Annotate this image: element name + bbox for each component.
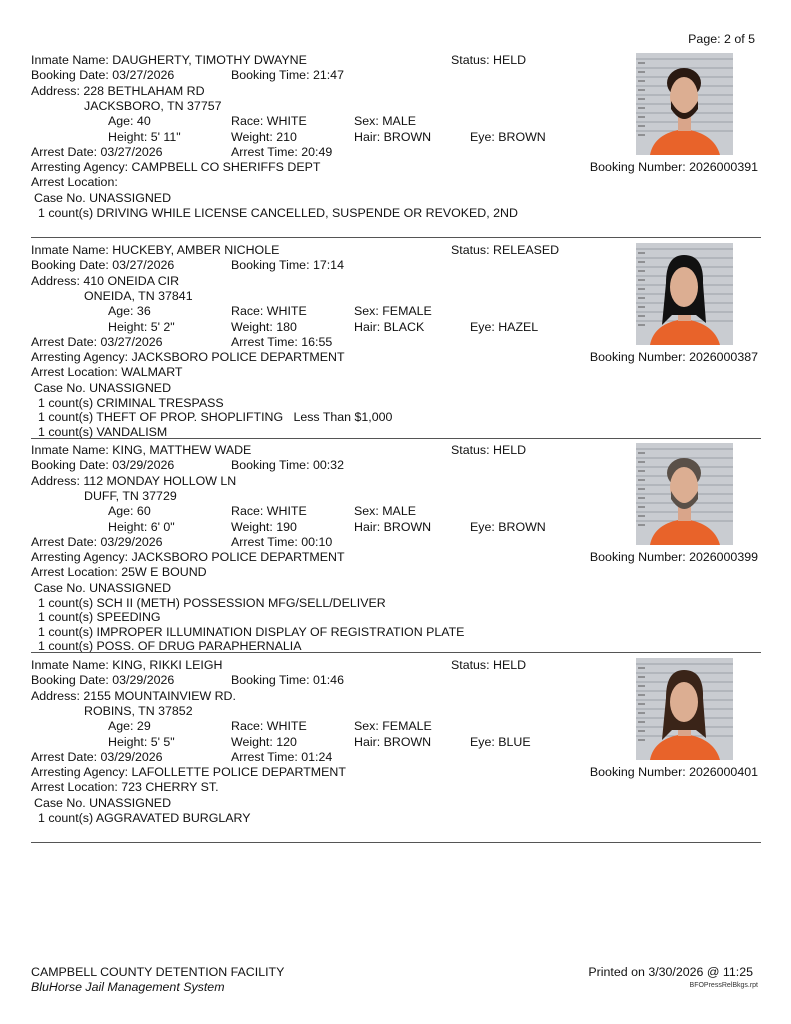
city-state-zip: ROBINS, TN 37852 [84, 703, 193, 718]
weight: Weight: 120 [231, 734, 297, 749]
case-number: Case No. UNASSIGNED [34, 190, 172, 205]
sex: Sex: FEMALE [354, 304, 432, 319]
address: Address: 112 MONDAY HOLLOW LN [31, 473, 237, 488]
arrest-location: Arrest Location: WALMART [31, 365, 183, 380]
booking-number: Booking Number: 2026000391 [589, 160, 758, 175]
case-number: Case No. UNASSIGNED [34, 795, 172, 810]
address: Address: 2155 MOUNTAINVIEW RD. [31, 688, 236, 703]
facility-name: CAMPBELL COUNTY DETENTION FACILITY [31, 965, 285, 979]
booking-time: Booking Time: 21:47 [231, 68, 344, 83]
page-number: Page: 2 of 5 [688, 32, 755, 46]
record-divider [31, 842, 761, 843]
height: Height: 5' 5" [108, 734, 175, 749]
inmate-name: Inmate Name: KING, RIKKI LEIGH [31, 658, 223, 672]
booking-time: Booking Time: 17:14 [231, 258, 344, 273]
weight: Weight: 190 [231, 519, 297, 534]
booking-number: Booking Number: 2026000401 [589, 765, 758, 780]
city-state-zip: ONEIDA, TN 37841 [84, 288, 193, 303]
city-state-zip: DUFF, TN 37729 [84, 488, 177, 503]
charge-line: 1 count(s) SPEEDING [38, 610, 161, 625]
status: Status: HELD [451, 443, 527, 457]
booking-number: Booking Number: 2026000399 [589, 550, 758, 565]
arrest-date: Arrest Date: 03/27/2026 [31, 334, 163, 349]
race: Race: WHITE [231, 114, 307, 129]
arresting-agency: Arresting Agency: JACKSBORO POLICE DEPARTMENT [31, 350, 345, 365]
status: Status: HELD [451, 658, 527, 672]
record-divider [31, 237, 761, 238]
booking-date: Booking Date: 03/29/2026 [31, 458, 175, 473]
charge-line: 1 count(s) IMPROPER ILLUMINATION DISPLAY OF REGISTRATION PLATE [38, 624, 465, 639]
arrest-date: Arrest Date: 03/29/2026 [31, 534, 163, 549]
eye: Eye: BLUE [470, 734, 531, 749]
race: Race: WHITE [231, 719, 307, 734]
status: Status: HELD [451, 53, 527, 67]
arrest-date: Arrest Date: 03/27/2026 [31, 144, 163, 159]
age: Age: 36 [108, 304, 151, 319]
report-filename: BFOPressRelBkgs.rpt [689, 982, 758, 989]
mugshot-photo [636, 443, 733, 545]
arrest-location: Arrest Location: 25W E BOUND [31, 565, 207, 580]
sex: Sex: MALE [354, 114, 416, 129]
charge-line: 1 count(s) SCH II (METH) POSSESSION MFG/SELL/DELIVER [38, 596, 386, 610]
mugshot-photo [636, 658, 733, 760]
arrest-time: Arrest Time: 00:10 [231, 534, 333, 549]
arrest-location: Arrest Location: 723 CHERRY ST. [31, 780, 219, 795]
record-divider [31, 652, 761, 653]
mugshot-photo [636, 243, 733, 345]
booking-time: Booking Time: 00:32 [231, 458, 344, 473]
arresting-agency: Arresting Agency: LAFOLLETTE POLICE DEPARTMENT [31, 765, 346, 780]
hair: Hair: BLACK [354, 319, 425, 334]
inmate-name: Inmate Name: DAUGHERTY, TIMOTHY DWAYNE [31, 53, 307, 67]
hair: Hair: BROWN [354, 519, 432, 534]
status: Status: RELEASED [451, 243, 560, 257]
weight: Weight: 210 [231, 129, 297, 144]
inmate-name: Inmate Name: KING, MATTHEW WADE [31, 443, 252, 457]
charge-line: 1 count(s) CRIMINAL TRESPASS [38, 396, 224, 410]
hair: Hair: BROWN [354, 734, 432, 749]
arrest-date: Arrest Date: 03/29/2026 [31, 749, 163, 764]
booking-number: Booking Number: 2026000387 [589, 350, 758, 365]
charge-line: 1 count(s) VANDALISM [38, 424, 168, 439]
race: Race: WHITE [231, 504, 307, 519]
charge-line: 1 count(s) DRIVING WHILE LICENSE CANCELLED, SUSPENDE OR REVOKED, 2ND [38, 206, 518, 220]
inmate-name: Inmate Name: HUCKEBY, AMBER NICHOLE [31, 243, 280, 257]
age: Age: 60 [108, 504, 151, 519]
booking-date: Booking Date: 03/27/2026 [31, 258, 175, 273]
system-name: BluHorse Jail Management System [31, 980, 225, 994]
booking-date: Booking Date: 03/27/2026 [31, 68, 175, 83]
record-divider [31, 438, 761, 439]
case-number: Case No. UNASSIGNED [34, 380, 172, 395]
weight: Weight: 180 [231, 319, 297, 334]
height: Height: 6' 0" [108, 519, 175, 534]
height: Height: 5' 2" [108, 319, 175, 334]
charge-line: 1 count(s) THEFT OF PROP. SHOPLIFTING Less Than $1,000 [38, 410, 393, 425]
charge-line: 1 count(s) AGGRAVATED BURGLARY [38, 811, 251, 825]
arresting-agency: Arresting Agency: CAMPBELL CO SHERIFFS DEPT [31, 160, 321, 175]
eye: Eye: BROWN [470, 129, 546, 144]
height: Height: 5' 11" [108, 129, 181, 144]
arrest-location: Arrest Location: [31, 175, 118, 190]
booking-date: Booking Date: 03/29/2026 [31, 673, 175, 688]
booking-time: Booking Time: 01:46 [231, 673, 344, 688]
city-state-zip: JACKSBORO, TN 37757 [84, 98, 222, 113]
eye: Eye: BROWN [470, 519, 546, 534]
printed-timestamp: Printed on 3/30/2026 @ 11:25 [588, 965, 753, 979]
sex: Sex: FEMALE [354, 719, 432, 734]
age: Age: 40 [108, 114, 151, 129]
mugshot-photo [636, 53, 733, 155]
race: Race: WHITE [231, 304, 307, 319]
hair: Hair: BROWN [354, 129, 432, 144]
address: Address: 410 ONEIDA CIR [31, 273, 180, 288]
case-number: Case No. UNASSIGNED [34, 580, 172, 595]
arresting-agency: Arresting Agency: JACKSBORO POLICE DEPARTMENT [31, 550, 345, 565]
address: Address: 228 BETHLAHAM RD [31, 83, 205, 98]
arrest-time: Arrest Time: 20:49 [231, 144, 333, 159]
sex: Sex: MALE [354, 504, 416, 519]
age: Age: 29 [108, 719, 151, 734]
eye: Eye: HAZEL [470, 319, 539, 334]
arrest-time: Arrest Time: 01:24 [231, 749, 333, 764]
charge-line: 1 count(s) POSS. OF DRUG PARAPHERNALIA [38, 638, 302, 653]
arrest-time: Arrest Time: 16:55 [231, 334, 333, 349]
